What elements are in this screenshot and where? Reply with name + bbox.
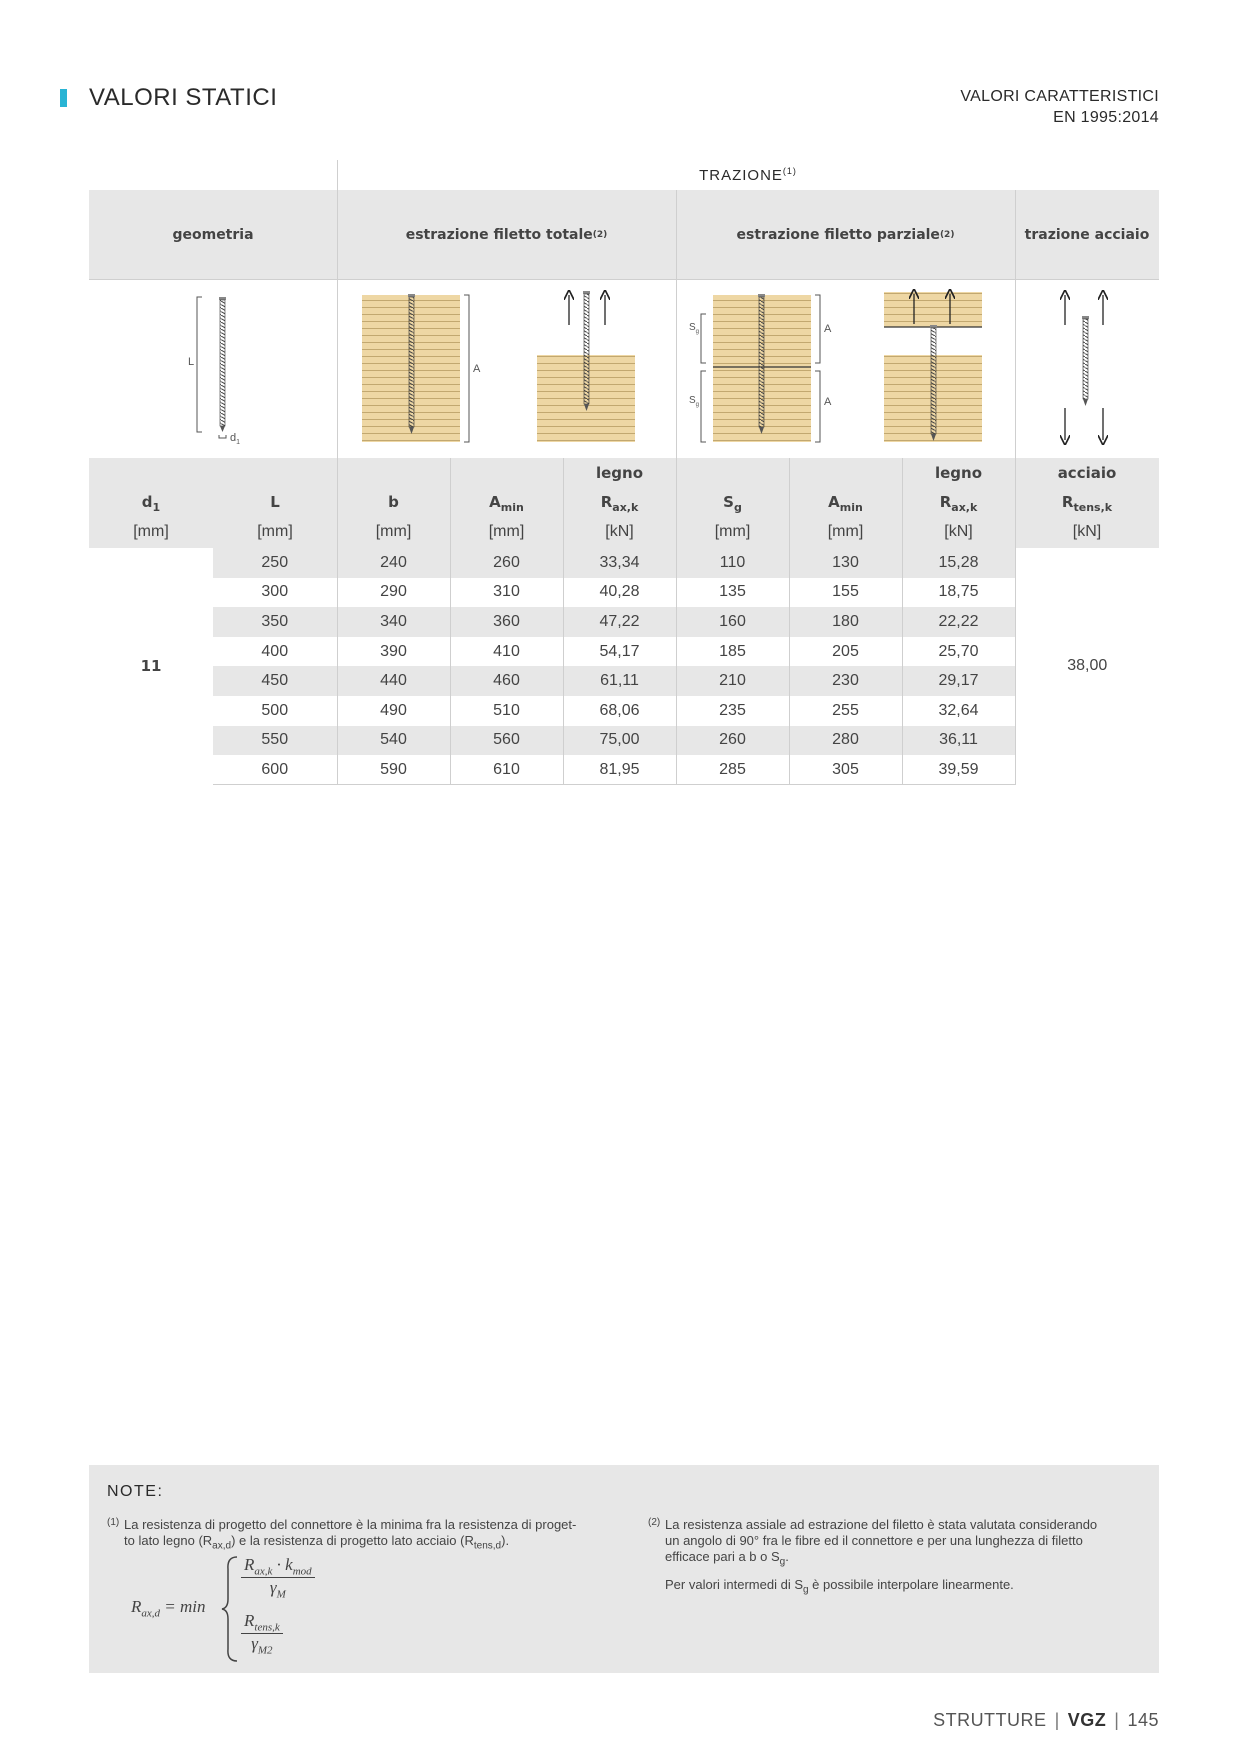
cell-sg: 235: [676, 696, 789, 726]
table-row: [89, 755, 1159, 785]
cell-L: 250: [213, 548, 337, 578]
standard-line-2: EN 1995:2014: [1053, 109, 1159, 126]
table-row: [89, 666, 1159, 696]
table-row: [89, 696, 1159, 726]
col-header-sg: $S_g$: [723, 493, 742, 514]
table-row: [89, 548, 1159, 578]
table-row: [89, 607, 1159, 637]
cell-amin: 460: [450, 666, 563, 696]
full-thread-withdrawal-diagram: [362, 294, 481, 442]
cell-b: 240: [337, 548, 450, 578]
full-thread-pullout-diagram: [537, 291, 635, 442]
cell-amin-partial: 180: [789, 607, 902, 637]
cell-raxk: 40,28: [563, 578, 676, 608]
header-estrazione-parziale: estrazione filetto parziale (2): [736, 226, 955, 243]
cell-sg: 135: [676, 578, 789, 608]
col-label-acciaio: acciaio: [1057, 464, 1117, 482]
footer-brand: VGZ: [1067, 1710, 1107, 1730]
cell-L: 300: [261, 583, 289, 601]
cell-amin-partial: 305: [789, 755, 902, 785]
cell-raxk: 61,11: [563, 666, 676, 696]
table-row: [89, 578, 1159, 608]
unit-mm: [mm]: [714, 523, 751, 540]
cell-raxk-partial: 15,28: [902, 548, 1015, 578]
col-header-L: L: [270, 493, 280, 511]
formula-fraction-2: $R_{tens,k}$ $\gamma_{M2}$: [241, 1611, 283, 1657]
footer-section: STRUTTURE: [933, 1710, 1047, 1730]
col-label-legno: legno: [595, 464, 644, 482]
standard-reference: [960, 86, 1159, 128]
unit-mm: [mm]: [133, 523, 169, 540]
cell-L: 400: [261, 642, 289, 660]
cell-amin: 260: [450, 548, 563, 578]
note-1: (1) La resistenza di progetto del connettore è la minima fra la resistenza di proget- to lato legno $(R_{ax,d})$ e la resistenza di progetto lato acciaio $(R_{tens,d})$.: [107, 1517, 577, 1552]
header-trazione-acciaio: trazione acciaio: [1024, 226, 1150, 243]
header-estrazione-totale: estrazione filetto totale (2): [405, 226, 608, 243]
cell-sg: 110: [676, 548, 789, 578]
unit-kn: [kN]: [605, 523, 634, 540]
formula-fraction-1: $R_{ax,k} \cdot k_{mod}$ $\gamma_M$: [241, 1555, 315, 1601]
col-header-d1: $d_1$: [141, 493, 161, 514]
cell-b: 290: [337, 578, 450, 608]
diagram-row: [89, 279, 1159, 458]
standard-line-1: VALORI CARATTERISTICI: [960, 88, 1159, 105]
cell-amin: 310: [450, 578, 563, 608]
unit-kn: [kN]: [1072, 523, 1102, 540]
connector-diagrams: [89, 280, 1159, 459]
svg-text:d1: $d_1$: [230, 432, 241, 446]
cell-b: 540: [337, 726, 450, 756]
cell-L: 500: [261, 701, 289, 719]
col-header-raxk: $R_{ax,k}$: [939, 493, 978, 514]
cell-raxk-partial: 39,59: [902, 755, 1015, 785]
page-title: VALORI STATICI: [89, 84, 278, 111]
col-header-raxk: $R_{ax,k}$: [600, 493, 639, 514]
values-table: [89, 548, 1159, 785]
cell-raxk-partial: 22,22: [902, 607, 1015, 637]
steel-value: 38,00: [1015, 548, 1159, 785]
group-label-trazione: TRAZIONE$^{(1)}$: [699, 166, 797, 184]
steel-tension-diagram: [1065, 295, 1103, 440]
cell-raxk-partial: 32,64: [902, 696, 1015, 726]
divider: [337, 190, 338, 279]
geometry-screw-diagram: [188, 297, 240, 446]
cell-raxk: 54,17: [563, 637, 676, 667]
unit-mm: [mm]: [488, 523, 525, 540]
cell-amin-partial: 205: [789, 637, 902, 667]
unit-mm: [mm]: [827, 523, 864, 540]
unit-mm: [mm]: [375, 523, 412, 540]
cell-raxk-partial: 18,75: [902, 578, 1015, 608]
cell-raxk: 75,00: [563, 726, 676, 756]
cell-b: 490: [337, 696, 450, 726]
note-2: (2) La resistenza assiale ad estrazione del filetto è stata valutata considerando un angolo di 90° fra le fibre ed il connettore e per una lunghezza di filetto efficace pari a b o $S_g$. Per valori intermedi di $S_g$ è possibile interpolare linearmente.: [648, 1517, 1098, 1596]
d1-value: 11: [89, 548, 213, 785]
cell-raxk-partial: 29,17: [902, 666, 1015, 696]
notes-box: [89, 1465, 1159, 1673]
cell-raxk: 81,95: [563, 755, 676, 785]
page-number: 145: [1127, 1710, 1159, 1730]
footer-separator: |: [1114, 1710, 1120, 1730]
partial-thread-withdrawal-diagram: [689, 294, 832, 442]
cell-sg: 260: [676, 726, 789, 756]
cell-amin-partial: 255: [789, 696, 902, 726]
cell-L: 600: [213, 755, 337, 785]
cell-L: 450: [213, 666, 337, 696]
cell-b: 390: [337, 637, 450, 667]
cell-raxk: 68,06: [563, 696, 676, 726]
cell-L: 550: [213, 726, 337, 756]
notes-title: NOTE:: [107, 1483, 164, 1500]
cell-sg: 160: [676, 607, 789, 637]
cell-amin: 610: [450, 755, 563, 785]
page-footer: [933, 1710, 1159, 1731]
cell-amin: 560: [450, 726, 563, 756]
table-group-header: [89, 190, 1159, 279]
cell-sg: 210: [676, 666, 789, 696]
cell-L: 350: [213, 607, 337, 637]
cell-sg: 285: [676, 755, 789, 785]
cell-amin: 360: [450, 607, 563, 637]
cell-b: 440: [337, 666, 450, 696]
formula-lhs: $R_{ax,d} = \min$: [131, 1597, 206, 1620]
svg-text:Sg: $S_g$: [689, 395, 700, 408]
cell-amin-partial: 230: [789, 666, 902, 696]
cell-raxk-partial: 25,70: [902, 637, 1015, 667]
table-row: [89, 637, 1159, 667]
col-header-rtensk: $R_{tens,k}$: [1061, 493, 1113, 514]
cell-amin: 410: [450, 637, 563, 667]
partial-thread-pullout-diagram: [884, 292, 982, 442]
col-header-b: b: [388, 493, 399, 511]
cell-sg: 185: [676, 637, 789, 667]
col-label-legno: legno: [934, 464, 983, 482]
cell-raxk: 33,34: [563, 548, 676, 578]
svg-text:A: A: [473, 363, 481, 375]
cell-raxk-partial: 36,11: [902, 726, 1015, 756]
cell-raxk: 47,22: [563, 607, 676, 637]
svg-text:Sg: $S_g$: [689, 322, 700, 335]
unit-kn: [kN]: [944, 523, 973, 540]
unit-mm: [mm]: [257, 523, 293, 540]
table-row: [89, 726, 1159, 756]
cell-b: 340: [337, 607, 450, 637]
footer-separator: |: [1054, 1710, 1060, 1730]
svg-text:A: A: [824, 323, 832, 335]
brace-icon: [221, 1555, 239, 1663]
svg-text:A: A: [824, 396, 832, 408]
cell-amin-partial: 280: [789, 726, 902, 756]
col-header-amin: $A_{min}$: [489, 493, 524, 514]
svg-text:L: L: [188, 356, 195, 368]
divider: [676, 190, 677, 279]
col-header-amin: $A_{min}$: [828, 493, 863, 514]
cell-amin-partial: 155: [789, 578, 902, 608]
divider: [1015, 190, 1016, 279]
column-headers: [89, 458, 1159, 548]
cell-amin: 510: [450, 696, 563, 726]
design-resistance-formula: [131, 1555, 391, 1665]
section-accent-bar: [60, 89, 67, 107]
header-geometria: geometria: [172, 226, 254, 243]
cell-b: 590: [337, 755, 450, 785]
cell-amin-partial: 130: [789, 548, 902, 578]
